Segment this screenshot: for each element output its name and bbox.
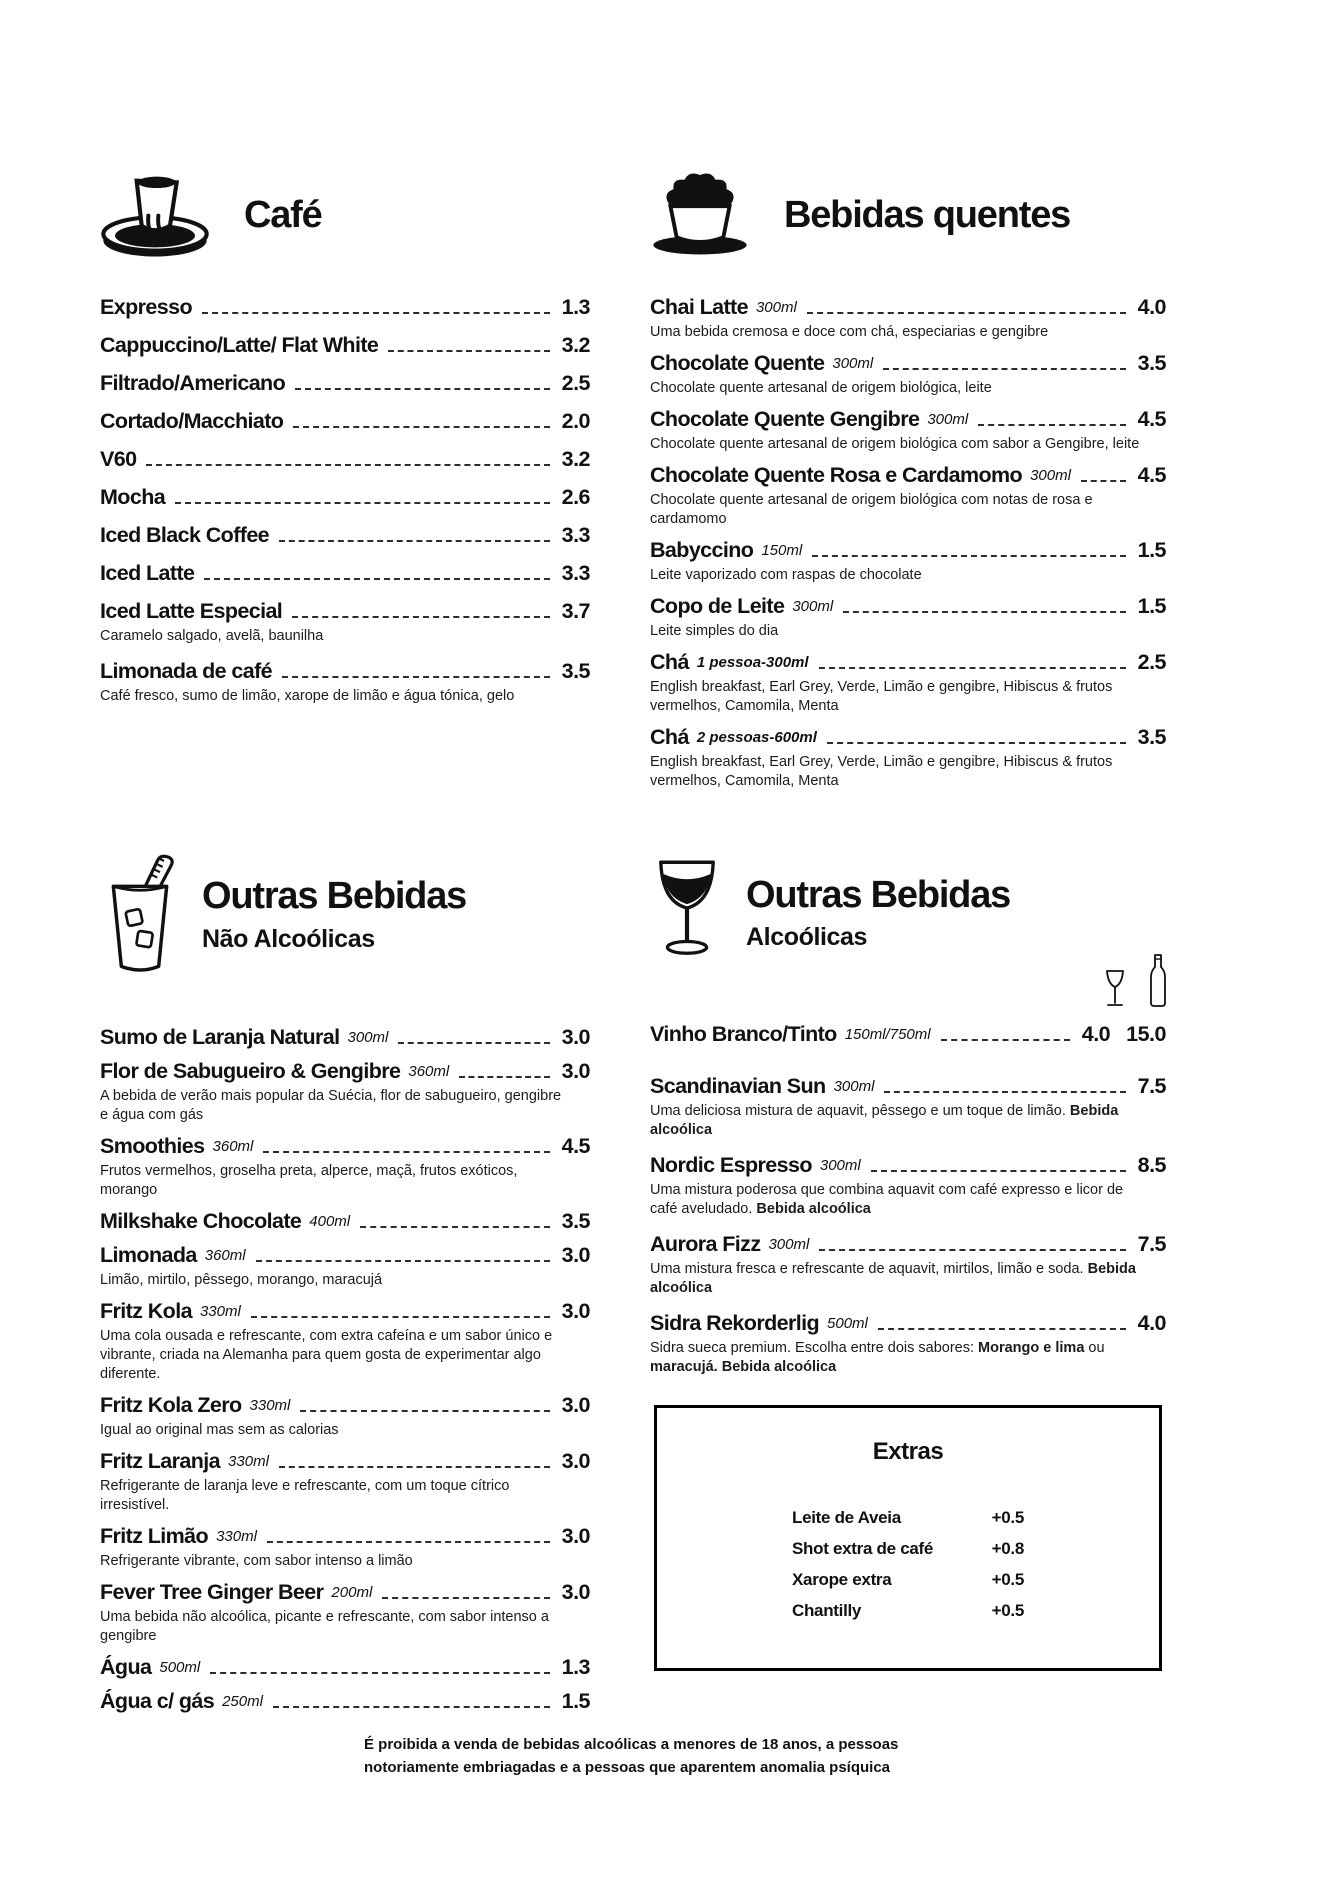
cafe-header <box>100 168 590 264</box>
extras-title: Extras <box>872 1438 944 1465</box>
menu-item <box>100 598 590 646</box>
item-description: Sidra sueca premium. Escolha entre dois sabores: Morango e lima ou maracujá. Bebida alcoólica <box>650 1340 1105 1375</box>
leader-line <box>267 1541 550 1543</box>
leader-line <box>256 1260 550 1262</box>
item-row <box>100 294 590 320</box>
item-price: 1.5 <box>1137 594 1166 618</box>
item-price: 7.5 <box>1137 1074 1166 1098</box>
item-row <box>100 332 590 358</box>
section-alcoolicas <box>650 849 1166 1671</box>
extra-price: +0.5 <box>991 1570 1024 1589</box>
item-row <box>100 1448 590 1474</box>
item-name: Chocolate Quente <box>650 351 825 375</box>
item-name: Cortado/Macchiato <box>100 409 284 433</box>
item-price: 3.0 <box>561 1580 590 1604</box>
menu-item <box>100 1448 590 1515</box>
item-price: 4.5 <box>1137 463 1166 487</box>
item-name: Fever Tree Ginger Beer <box>100 1580 324 1604</box>
item-price: 2.5 <box>561 371 590 395</box>
item-price: 1.3 <box>561 1655 590 1679</box>
item-row <box>100 370 590 396</box>
item-name: Babyccino <box>650 538 754 562</box>
item-size: 300ml <box>819 1157 861 1174</box>
extras-box <box>654 1405 1162 1671</box>
item-row <box>100 1058 590 1084</box>
leader-line <box>293 426 549 428</box>
leader-line <box>204 578 549 580</box>
leader-line <box>827 742 1126 744</box>
leader-line <box>843 611 1125 613</box>
item-row <box>100 1523 590 1549</box>
item-description: Uma bebida não alcoólica, picante e refrescante, com sabor intenso a gengibre <box>100 1609 549 1644</box>
item-name: Chá <box>650 725 689 749</box>
item-row <box>100 1024 590 1050</box>
menu-item <box>100 1392 590 1440</box>
menu-item <box>100 560 590 586</box>
section-title: Bebidas quentes <box>784 194 1071 237</box>
item-description: Uma cola ousada e refrescante, com extra cafeína e um sabor único e vibrante, criada na Alemanha para quem gosta de experimentar algo diferente. <box>100 1328 553 1382</box>
leader-line <box>812 555 1125 557</box>
item-description: English breakfast, Earl Grey, Verde, Limão e gengibre, Hibiscus & frutos vermelhos, Camomila, Menta <box>650 754 1113 789</box>
leader-line <box>978 424 1125 426</box>
item-name: Iced Latte Especial <box>100 599 283 623</box>
leader-line <box>251 1316 550 1318</box>
item-size: 1 pessoa-300ml <box>696 654 809 671</box>
serving-size-icons <box>1104 953 1166 1014</box>
item-description: A bebida de verão mais popular da Suécia, flor de sabugueiro, gengibre e água com gás <box>100 1088 562 1123</box>
leader-line <box>146 464 549 466</box>
item-size: 300ml <box>768 1236 810 1253</box>
section-title: Outras Bebidas <box>202 875 467 918</box>
bebidas-quentes-header <box>650 168 1166 264</box>
item-row <box>650 1231 1166 1257</box>
section-subtitle: Não Alcoólicas <box>202 924 375 953</box>
item-row <box>100 1392 590 1418</box>
item-name: Chai Latte <box>650 295 748 319</box>
item-price: 3.7 <box>561 599 590 623</box>
item-size: 200ml <box>331 1584 373 1601</box>
item-description: Refrigerante vibrante, com sabor intenso a limão <box>100 1553 413 1569</box>
item-name: Sidra Rekorderlig <box>650 1311 820 1335</box>
item-name: Chá <box>650 650 689 674</box>
item-price: 4.5 <box>561 1134 590 1158</box>
item-size: 360ml <box>408 1063 450 1080</box>
extras-row <box>792 1508 1024 1528</box>
nao-alcoolicas-header <box>100 849 590 982</box>
extra-name: Chantilly <box>792 1601 862 1620</box>
item-price: 2.0 <box>561 409 590 433</box>
extras-list <box>792 1508 1024 1621</box>
leader-line <box>279 540 550 542</box>
leader-line <box>807 312 1126 314</box>
menu-item <box>100 522 590 548</box>
drink-glass-straw-icon <box>100 849 180 982</box>
legal-notice-line2: notoriamente embriagadas e a pessoas que aparentem anomalia psíquica <box>364 1758 891 1776</box>
menu-item <box>100 294 590 320</box>
leader-line <box>819 667 1126 669</box>
item-size: 300ml <box>832 355 874 372</box>
item-name: Água <box>100 1655 152 1679</box>
menu-item <box>100 1133 590 1200</box>
item-price: 3.5 <box>1137 351 1166 375</box>
menu-item <box>650 593 1166 641</box>
item-description: Igual ao original mas sem as calorias <box>100 1422 339 1438</box>
item-row <box>100 1242 590 1268</box>
menu-item <box>100 408 590 434</box>
item-name: Expresso <box>100 295 193 319</box>
menu-item <box>650 294 1166 342</box>
leader-line <box>871 1170 1126 1172</box>
menu-item <box>650 537 1166 585</box>
nao-alcoolicas-items <box>100 1024 590 1714</box>
item-price: 1.5 <box>561 1689 590 1713</box>
item-price: 2.6 <box>561 485 590 509</box>
item-row <box>100 658 590 684</box>
item-row <box>650 406 1166 432</box>
item-size: 300ml <box>755 299 797 316</box>
item-name: Milkshake Chocolate <box>100 1209 302 1233</box>
item-row <box>650 1021 1166 1047</box>
item-price: 4.5 <box>1137 407 1166 431</box>
leader-line <box>819 1249 1125 1251</box>
item-size: 330ml <box>228 1453 269 1470</box>
item-row <box>100 522 590 548</box>
item-row <box>100 1298 590 1324</box>
item-name: Vinho Branco/Tinto <box>650 1022 837 1046</box>
leader-line <box>398 1042 549 1044</box>
section-cafe <box>100 168 590 718</box>
leader-line <box>263 1151 549 1153</box>
menu-item <box>650 649 1166 716</box>
item-name: Mocha <box>100 485 166 509</box>
item-price: 3.5 <box>1137 725 1166 749</box>
item-name: Nordic Espresso <box>650 1153 812 1177</box>
leader-line <box>273 1706 550 1708</box>
item-price: 1.5 <box>1137 538 1166 562</box>
extras-row <box>792 1539 1024 1559</box>
menu-item <box>100 1654 590 1680</box>
leader-line <box>210 1672 549 1674</box>
cappuccino-cup-icon <box>650 172 750 261</box>
item-name: Água c/ gás <box>100 1689 215 1713</box>
menu-item <box>100 1579 590 1646</box>
item-size: 400ml <box>309 1213 351 1230</box>
item-row <box>650 537 1166 563</box>
item-description: Limão, mirtilo, pêssego, morango, maracujá <box>100 1272 383 1288</box>
item-description: English breakfast, Earl Grey, Verde, Limão e gengibre, Hibiscus & frutos vermelhos, Camomila, Menta <box>650 679 1113 714</box>
item-price: 3.3 <box>561 561 590 585</box>
leader-line <box>1081 480 1126 482</box>
menu-item <box>100 370 590 396</box>
item-price: 1.3 <box>561 295 590 319</box>
item-price: 3.0 <box>561 1393 590 1417</box>
leader-line <box>282 676 550 678</box>
item-size: 300ml <box>833 1078 875 1095</box>
leader-line <box>360 1226 549 1228</box>
item-name: Flor de Sabugueiro & Gengibre <box>100 1059 401 1083</box>
item-description: Caramelo salgado, avelã, baunilha <box>100 628 324 644</box>
item-name: Cappuccino/Latte/ Flat White <box>100 333 379 357</box>
leader-line <box>295 388 549 390</box>
extra-name: Shot extra de café <box>792 1539 934 1558</box>
item-row <box>100 1688 590 1714</box>
item-row <box>650 462 1166 488</box>
item-row <box>650 593 1166 619</box>
item-price: 3.5 <box>561 659 590 683</box>
item-row <box>650 1073 1166 1099</box>
item-name: V60 <box>100 447 137 471</box>
menu-item <box>100 1024 590 1050</box>
menu-item <box>100 1208 590 1234</box>
item-description: Chocolate quente artesanal de origem biológica com notas de rosa e cardamomo <box>650 492 1093 527</box>
alcoolicas-header <box>650 849 1166 979</box>
item-row <box>100 484 590 510</box>
item-size: 360ml <box>212 1138 254 1155</box>
menu-item <box>100 446 590 472</box>
menu-item <box>100 332 590 358</box>
menu-item <box>650 1073 1166 1140</box>
item-price: 3.2 <box>561 447 590 471</box>
item-row <box>100 408 590 434</box>
item-row <box>100 598 590 624</box>
item-size: 330ml <box>216 1528 257 1545</box>
item-price: 4.0 <box>1137 295 1166 319</box>
menu-item <box>650 1231 1166 1298</box>
menu-item <box>100 1298 590 1384</box>
leader-line <box>175 502 550 504</box>
item-row <box>100 1208 590 1234</box>
item-size: 330ml <box>249 1397 291 1414</box>
item-size: 2 pessoas-600ml <box>696 729 817 746</box>
item-price: 4.0 <box>1081 1022 1111 1046</box>
item-name: Limonada de café <box>100 659 273 683</box>
wine-glass-icon <box>650 857 724 972</box>
item-description: Uma deliciosa mistura de aquavit, pêssego e um toque de limão. Bebida alcoólica <box>650 1103 1119 1138</box>
item-description: Café fresco, sumo de limão, xarope de limão e água tónica, gelo <box>100 688 515 704</box>
section-title: Outras Bebidas <box>746 873 1011 916</box>
item-name: Fritz Limão <box>100 1524 209 1548</box>
item-price: 3.0 <box>561 1299 590 1323</box>
item-name: Limonada <box>100 1243 197 1267</box>
menu-item <box>650 462 1166 529</box>
mini-wine-glass-icon <box>1104 969 1126 1014</box>
item-name: Iced Latte <box>100 561 195 585</box>
item-price: 3.0 <box>561 1524 590 1548</box>
legal-notice-line1: É proibida a venda de bebidas alcoólicas a menores de 18 anos, a pessoas <box>364 1736 899 1753</box>
bottle-icon <box>1150 953 1166 1014</box>
item-description: Uma mistura poderosa que combina aquavit com café expresso e licor de café aveludado. Bebida alcoólica <box>650 1182 1124 1217</box>
leader-line <box>459 1076 549 1078</box>
item-price: 3.3 <box>561 523 590 547</box>
item-row <box>650 724 1166 750</box>
item-size: 150ml/750ml <box>844 1026 931 1043</box>
item-name: Fritz Kola <box>100 1299 192 1323</box>
item-row <box>650 1152 1166 1178</box>
item-name: Filtrado/Americano <box>100 371 286 395</box>
espresso-cup-icon <box>100 170 210 263</box>
menu-item <box>650 350 1166 398</box>
item-price: 3.2 <box>561 333 590 357</box>
item-row <box>100 560 590 586</box>
item-description: Chocolate quente artesanal de origem biológica, leite <box>650 380 992 396</box>
item-size: 150ml <box>761 542 803 559</box>
item-description: Uma bebida cremosa e doce com chá, especiarias e gengibre <box>650 324 1049 340</box>
item-size: 500ml <box>827 1315 868 1332</box>
header-titles <box>202 877 466 954</box>
section-bebidas-quentes <box>650 168 1166 799</box>
extra-price: +0.5 <box>991 1601 1024 1620</box>
item-price: 2.5 <box>1137 650 1166 674</box>
item-name: Iced Black Coffee <box>100 523 270 547</box>
section-title: Café <box>244 194 322 237</box>
leader-line <box>382 1597 549 1599</box>
legal-notice <box>364 1734 898 1779</box>
leader-line <box>883 368 1125 370</box>
menu-item <box>650 1021 1166 1047</box>
item-row <box>100 1579 590 1605</box>
item-row <box>650 1310 1166 1336</box>
item-name: Smoothies <box>100 1134 205 1158</box>
item-price: 8.5 <box>1137 1153 1166 1177</box>
item-price: 3.0 <box>561 1025 590 1049</box>
item-size: 360ml <box>204 1247 246 1264</box>
item-price: 4.0 <box>1137 1311 1166 1335</box>
item-name: Chocolate Quente Rosa e Cardamomo <box>650 463 1023 487</box>
item-price: 7.5 <box>1137 1232 1166 1256</box>
item-description: Leite vaporizado com raspas de chocolate <box>650 567 922 583</box>
menu-item <box>100 1058 590 1125</box>
extra-price: +0.8 <box>991 1539 1024 1558</box>
extras-row <box>792 1570 1024 1590</box>
item-description: Leite simples do dia <box>650 623 779 639</box>
item-description: Chocolate quente artesanal de origem biológica com sabor a Gengibre, leite <box>650 436 1140 452</box>
item-size: 300ml <box>792 598 834 615</box>
item-name: Sumo de Laranja Natural <box>100 1025 340 1049</box>
extra-price: +0.5 <box>991 1508 1024 1527</box>
leader-line <box>279 1466 550 1468</box>
alcoolicas-items <box>650 1021 1166 1377</box>
item-price: 3.0 <box>561 1059 590 1083</box>
item-row <box>100 1654 590 1680</box>
item-description: Frutos vermelhos, groselha preta, alperce, maçã, frutos exóticos, morango <box>100 1163 518 1198</box>
item-price: 3.0 <box>561 1449 590 1473</box>
menu-item <box>650 1152 1166 1219</box>
extra-name: Xarope extra <box>792 1570 892 1589</box>
leader-line <box>292 616 549 618</box>
cafe-items <box>100 294 590 706</box>
menu-item <box>650 1310 1166 1377</box>
item-price-2: 15.0 <box>1126 1022 1166 1046</box>
menu-item <box>650 406 1166 454</box>
header-titles <box>746 873 1011 953</box>
item-name: Fritz Laranja <box>100 1449 221 1473</box>
item-description: Uma mistura fresca e refrescante de aquavit, mirtilos, limão e soda. Bebida alcoólica <box>650 1261 1136 1296</box>
item-name: Scandinavian Sun <box>650 1074 826 1098</box>
item-name: Copo de Leite <box>650 594 785 618</box>
section-subtitle: Alcoólicas <box>746 923 868 952</box>
item-row <box>100 446 590 472</box>
leader-line <box>388 350 549 352</box>
leader-line <box>300 1410 549 1412</box>
menu-item <box>100 484 590 510</box>
menu-item <box>100 1688 590 1714</box>
item-size: 250ml <box>222 1693 263 1710</box>
menu-item <box>650 724 1166 791</box>
item-size: 330ml <box>199 1303 241 1320</box>
item-size: 500ml <box>159 1659 201 1676</box>
item-row <box>650 294 1166 320</box>
item-size: 300ml <box>927 411 969 428</box>
leader-line <box>884 1091 1125 1093</box>
leader-line <box>941 1039 1070 1041</box>
item-description: Refrigerante de laranja leve e refrescante, com um toque cítrico irresistível. <box>100 1478 510 1513</box>
menu-item <box>100 1523 590 1571</box>
item-size: 300ml <box>347 1029 389 1046</box>
menu-item <box>100 658 590 706</box>
item-row <box>650 649 1166 675</box>
bebidas-quentes-items <box>650 294 1166 791</box>
item-price: 3.0 <box>561 1243 590 1267</box>
item-name: Aurora Fizz <box>650 1232 761 1256</box>
item-size: 300ml <box>1030 467 1071 484</box>
extras-row <box>792 1601 1024 1621</box>
section-nao-alcoolicas <box>100 849 590 1722</box>
leader-line <box>878 1328 1126 1330</box>
item-price: 3.5 <box>561 1209 590 1233</box>
menu-item <box>100 1242 590 1290</box>
item-name: Chocolate Quente Gengibre <box>650 407 920 431</box>
extra-name: Leite de Aveia <box>792 1508 901 1527</box>
leader-line <box>202 312 550 314</box>
item-row <box>650 350 1166 376</box>
item-row <box>100 1133 590 1159</box>
item-name: Fritz Kola Zero <box>100 1393 242 1417</box>
